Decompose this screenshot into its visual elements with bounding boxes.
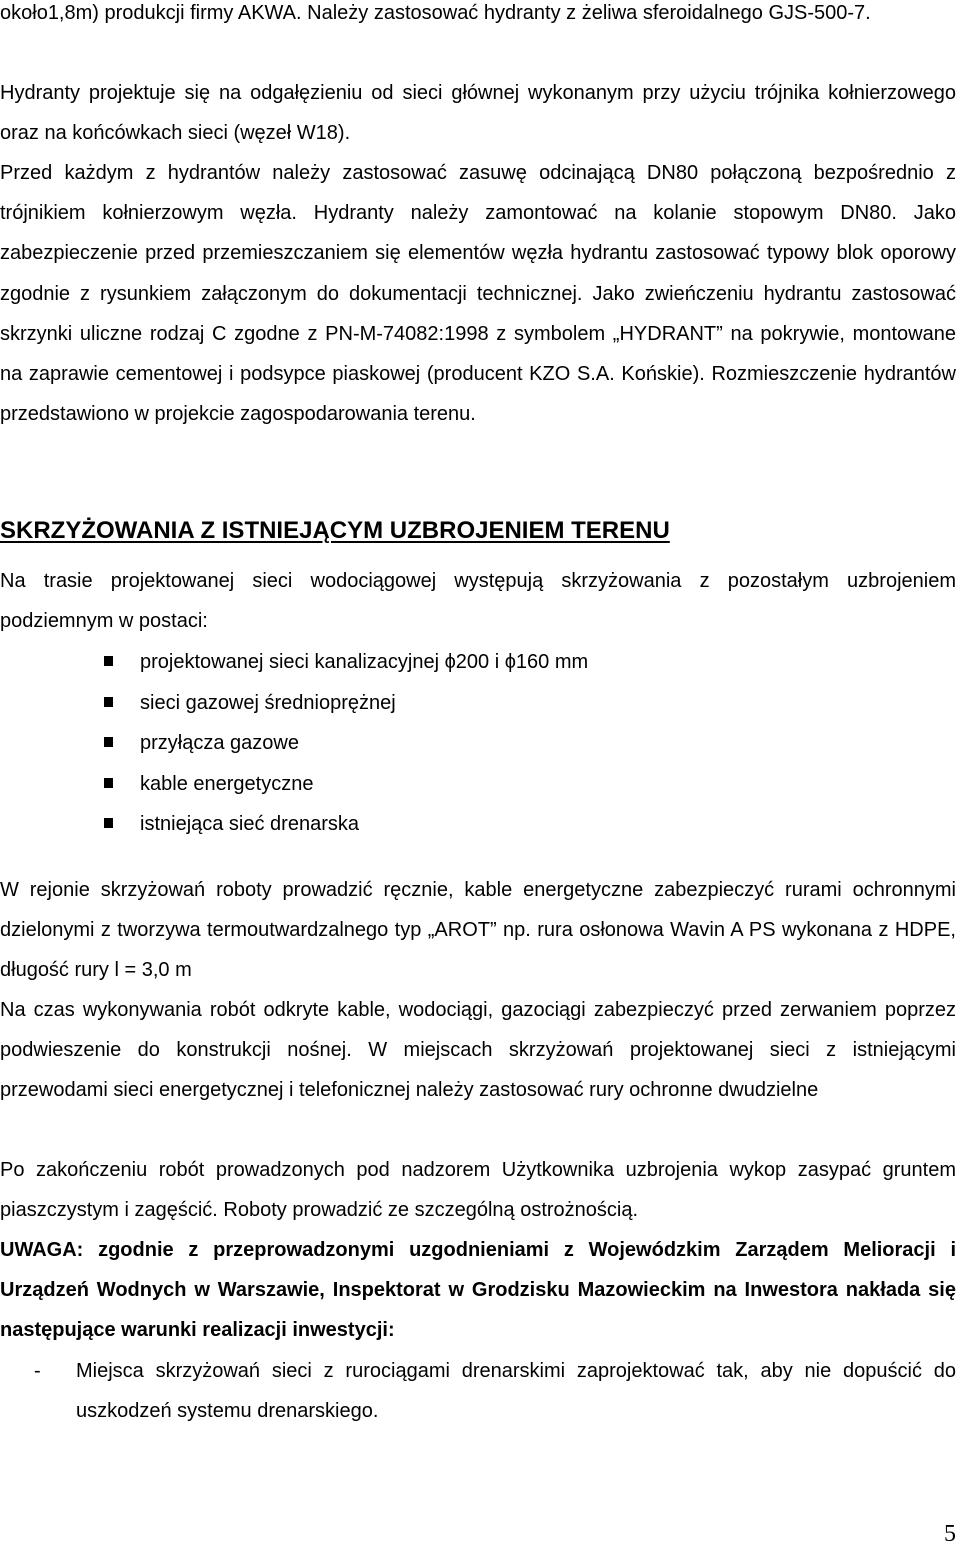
square-bullet-icon (104, 697, 113, 707)
square-bullet-icon (104, 778, 113, 788)
condition-text: Miejsca skrzyżowań sieci z rurociągami drenarskimi zaprojektować tak, aby nie dopuścić do uszkodzeń systemu drenarskiego. (76, 1360, 956, 1423)
list-item-text: istniejąca sieć drenarska (140, 813, 359, 835)
list-item (0, 764, 956, 805)
list-item (0, 804, 956, 845)
crossings-list (0, 642, 956, 845)
list-item-text: sieci gazowej średnioprężnej (140, 691, 396, 714)
square-bullet-icon (104, 656, 113, 666)
page-number: 5 (944, 1521, 956, 1547)
paragraph-hydrant-material: około1,8m) produkcji firmy AKWA. Należy zastosować hydranty z żeliwa sferoidalnego GJS-500-7. (0, 2, 871, 24)
list-item-text: przyłącza gazowe (140, 732, 299, 754)
paragraph-hydrant-location: Hydranty projektuje się na odgałęzieniu od sieci głównej wykonanym przy użyciu trójnika kołnierzowego oraz na końcówkach sieci (węzeł W18). (0, 82, 956, 145)
paragraph-backfill: Po zakończeniu robót prowadzonych pod nadzorem Użytkownika uzbrojenia wykop zasypać gruntem piaszczystym i zagęścić. Roboty prowadzić ze szczególną ostrożnością. (0, 1159, 956, 1222)
paragraph-crossing-works: W rejonie skrzyżowań roboty prowadzić ręcznie, kable energetyczne zabezpieczyć rurami ochronnymi dzielonymi z tworzywa termoutwardzalnego typ „AROT” np. rura osłonowa Wavin A PS wykonana z HDPE, długość rury l = 3,0 m (0, 879, 956, 982)
paragraph-uwaga: UWAGA: zgodnie z przeprowadzonymi uzgodnieniami z Wojewódzkim Zarządem Melioracji i Urządzeń Wodnych w Warszawie, Inspektorat w Grodzisku Mazowieckim na Inwestora nakłada się następujące warunki realizacji inwestycji: (0, 1239, 956, 1342)
square-bullet-icon (104, 737, 113, 747)
paragraph-hydrant-installation: Przed każdym z hydrantów należy zastosować zasuwę odcinającą DN80 połączoną bezpośrednio z trójnikiem kołnierzowym węzła. Hydranty należy zamontować na kolanie stopowym DN80. Jako zabezpieczenie przed przemieszczaniem się elementów węzła hydrantu zastosować typowy blok oporowy zgodnie z rysunkiem załączonym do dokumentacji technicznej. Jako zwieńczeniu hydrantu zastosować skrzynki uliczne rodzaj C zgodne z PN-M-74082:1998 z symbolem „HYDRANT” na pokrywie, montowane na zaprawie cementowej i podsypce piaskowej (producent KZO S.A. Końskie). Rozmieszczenie hydrantów przedstawiono w projekcie zagospodarowania terenu. (0, 162, 956, 426)
list-item-text: projektowanej sieci kanalizacyjnej ϕ200 i ϕ160 mm (140, 651, 589, 673)
section-heading: SKRZYŻOWANIA Z ISTNIEJĄCYM UZBROJENIEM TERENU (0, 517, 670, 544)
paragraph-crossings-intro: Na trasie projektowanej sieci wodociągowej występują skrzyżowania z pozostałym uzbrojeniem podziemnym w postaci: (0, 570, 956, 633)
square-bullet-icon (104, 818, 113, 828)
paragraph-cable-protection: Na czas wykonywania robót odkryte kable, wodociągi, gazociągi zabezpieczyć przed zerwaniem poprzez podwieszenie do konstrukcji nośnej. W miejscach skrzyżowań projektowanej sieci z istniejącymi przewodami sieci energetycznej i telefonicznej należy zastosować rury ochronne dwudzielne (0, 999, 956, 1102)
list-item-text: kable energetyczne (140, 772, 314, 795)
list-item (0, 723, 956, 764)
list-item (0, 683, 956, 724)
dash-bullet: - (34, 1360, 41, 1382)
list-item (0, 642, 956, 683)
